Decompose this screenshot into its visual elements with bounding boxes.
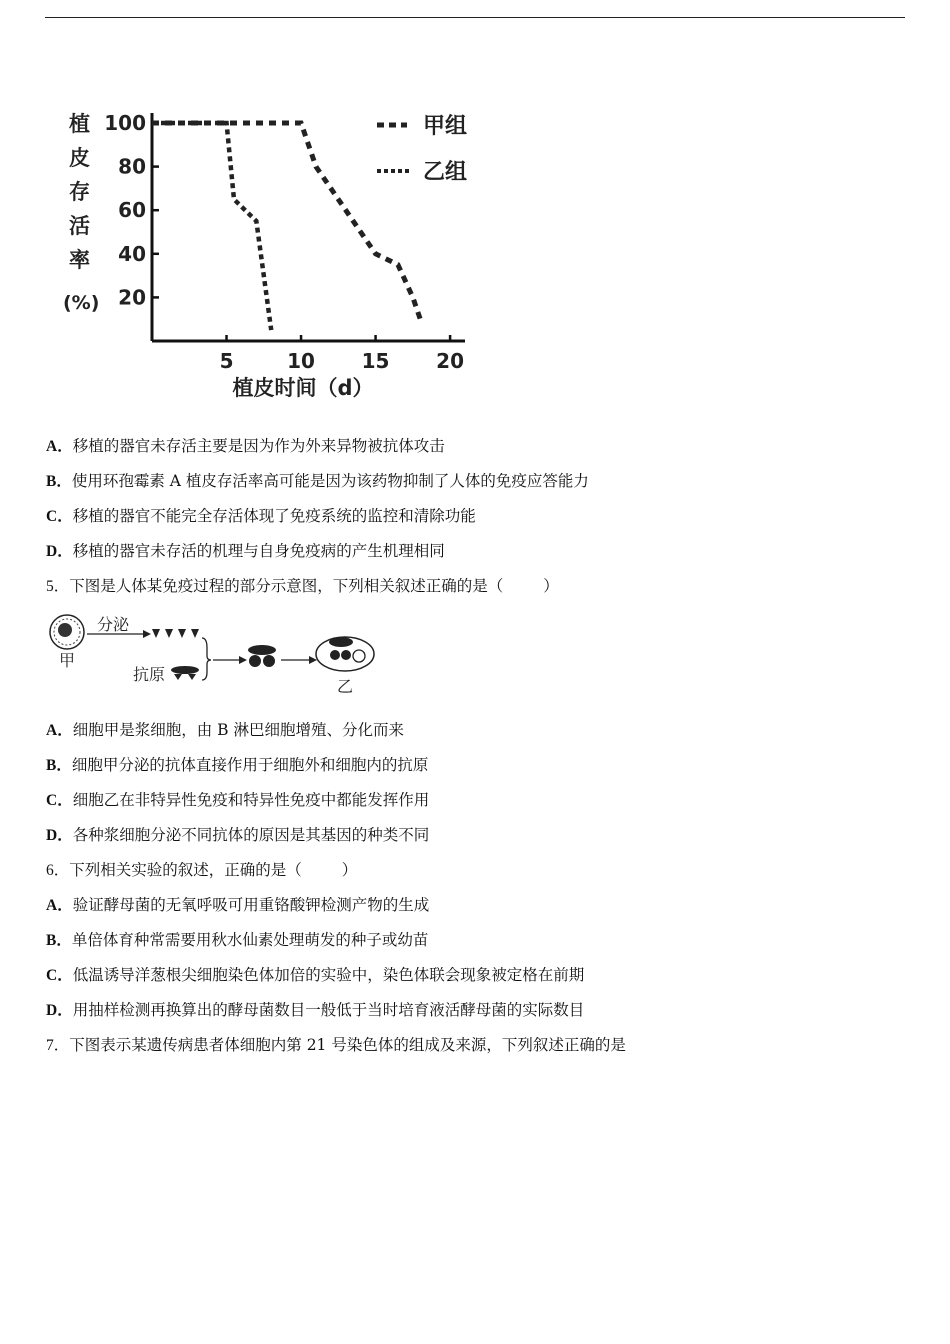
q5-option-c (46, 790, 429, 811)
antigen-shape (171, 666, 199, 680)
series-line-jia (152, 123, 271, 330)
question-text: 下图是人体某免疫过程的部分示意图，下列相关叙述正确的是（ (69, 577, 504, 595)
option-text: 移植的器官不能完全存活体现了免疫系统的监控和清除功能 (72, 507, 476, 525)
option-letter: A． (46, 897, 73, 914)
question-text: 下列相关实验的叙述，正确的是（ (69, 861, 302, 879)
option-letter: D． (46, 543, 73, 560)
legend-label-jia: 甲组 (423, 114, 468, 139)
question-number: 6． (46, 862, 70, 879)
y-tick-label: 20 (118, 285, 146, 310)
svg-text:活: 活 (69, 214, 90, 238)
q4-option-c (46, 506, 476, 527)
option-text: 移植的器官未存活主要是因为作为外来异物被抗体攻击 (72, 437, 445, 455)
option-text: 各种浆细胞分泌不同抗体的原因是其基因的种类不同 (72, 826, 430, 844)
cell-jia (50, 615, 84, 649)
x-tick-label: 20 (436, 349, 465, 373)
option-text: 用抽样检测再换算出的酵母菌数目一般低于当时培育液活酵母菌的实际数目 (72, 1001, 585, 1019)
series-line-yi (152, 123, 420, 319)
x-tick-label: 10 (287, 349, 315, 373)
y-tick-label: 40 (118, 241, 146, 266)
option-text: 使用环孢霉素 A 植皮存活率高可能是因为该药物抑制了人体的免疫应答能力 (71, 472, 589, 490)
q7-stem (46, 1035, 626, 1056)
q6-option-b (46, 930, 428, 951)
q4-option-a (46, 436, 445, 457)
cell-jia-label: 甲 (59, 651, 76, 670)
x-tick-label: 15 (361, 349, 390, 373)
q6-stem (46, 860, 357, 881)
option-letter: A． (46, 722, 73, 739)
q4-option-d (46, 541, 445, 562)
option-text: 细胞甲是浆细胞，由 B 淋巴细胞增殖、分化而来 (72, 721, 404, 739)
option-text: 验证酵母菌的无氧呼吸可用重铬酸钾检测产物的生成 (72, 896, 430, 914)
option-letter: B． (46, 932, 72, 949)
option-text: 低温诱导洋葱根尖细胞染色体加倍的实验中，染色体联会现象被定格在前期 (72, 966, 585, 984)
x-tick-label: 5 (219, 349, 234, 373)
antigen-antibody-complex (248, 645, 276, 667)
header-rule (45, 17, 905, 18)
option-text: 细胞甲分泌的抗体直接作用于细胞外和细胞内的抗原 (71, 756, 429, 774)
svg-text:存: 存 (69, 180, 90, 204)
svg-text:皮: 皮 (69, 146, 90, 170)
option-text: 移植的器官未存活的机理与自身免疫病的产生机理相同 (72, 542, 445, 560)
y-tick-label: 60 (118, 198, 146, 223)
question-paren-close: ） (341, 861, 358, 879)
q6-option-d (46, 1000, 584, 1021)
y-axis-label (63, 112, 99, 314)
antigen-label: 抗原 (133, 665, 166, 684)
q5-stem (46, 576, 559, 597)
q6-option-c (46, 965, 584, 986)
q5-option-a (46, 720, 404, 741)
secrete-label: 分泌 (97, 615, 130, 634)
brace (202, 638, 211, 680)
question-number: 5． (46, 578, 70, 595)
option-letter: C． (46, 792, 73, 809)
svg-text:(%): (%) (63, 292, 100, 314)
option-letter: C． (46, 967, 73, 984)
x-axis-label: 植皮时间（d） (232, 376, 374, 400)
survival-chart (55, 95, 495, 410)
option-letter: C． (46, 508, 73, 525)
option-letter: D． (46, 827, 73, 844)
y-tick-label: 80 (118, 154, 146, 179)
legend-label-yi: 乙组 (423, 160, 468, 185)
svg-text:率: 率 (69, 248, 90, 272)
arrow-head (239, 656, 247, 664)
q4-option-b (46, 471, 589, 492)
cell-yi-label: 乙 (337, 677, 354, 696)
q6-option-a (46, 895, 429, 916)
q5-option-d (46, 825, 429, 846)
legend (377, 114, 467, 185)
svg-text:植: 植 (69, 112, 90, 136)
cell-yi (316, 637, 374, 671)
option-text: 细胞乙在非特异性免疫和特异性免疫中都能发挥作用 (72, 791, 430, 809)
arrow-head (143, 630, 151, 638)
immune-diagram (45, 608, 390, 703)
question-number: 7． (46, 1037, 70, 1054)
option-letter: A． (46, 438, 73, 455)
antibodies (152, 629, 199, 638)
option-letter: D． (46, 1002, 73, 1019)
y-tick-label: 100 (104, 111, 146, 135)
option-text: 单倍体育种常需要用秋水仙素处理萌发的种子或幼苗 (71, 931, 429, 949)
question-paren-close: ） (543, 577, 559, 595)
option-letter: B． (46, 757, 72, 774)
question-text: 下图表示某遗传病患者体细胞内第 21 号染色体的组成及来源，下列叙述正确的是 (69, 1036, 626, 1054)
q5-option-b (46, 755, 428, 776)
option-letter: B． (46, 473, 72, 490)
